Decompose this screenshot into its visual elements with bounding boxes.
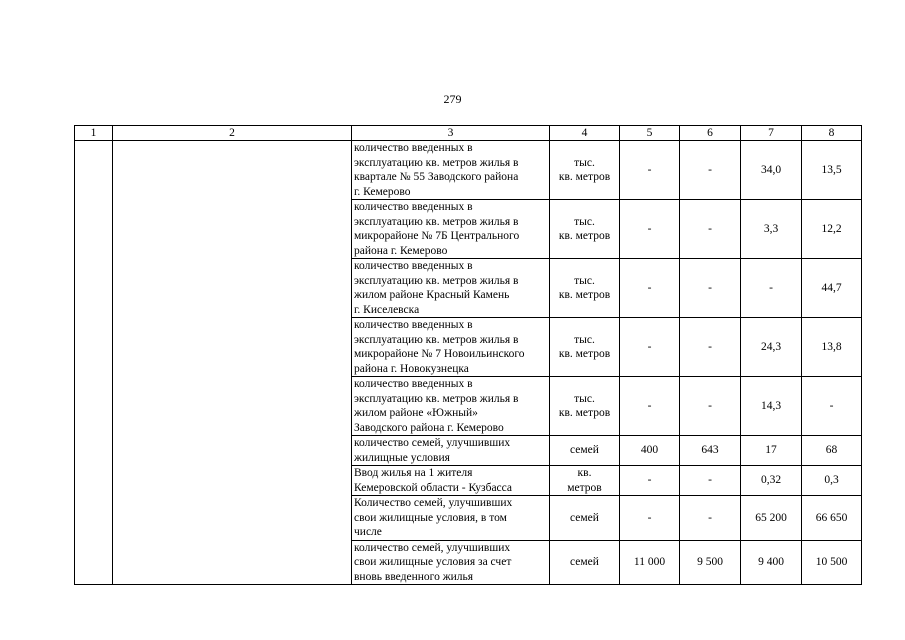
value-cell-8: 0,3 bbox=[802, 466, 862, 496]
column-number-cell: 2 bbox=[113, 126, 352, 141]
unit-line: кв. метров bbox=[558, 171, 611, 183]
value-cell-6: 643 bbox=[680, 436, 741, 466]
value-cell-6: - bbox=[680, 466, 741, 496]
unit-cell bbox=[550, 377, 620, 436]
indicator-cell bbox=[352, 466, 550, 496]
value-cell-7: 0,32 bbox=[741, 466, 802, 496]
unit-line: семей bbox=[570, 511, 599, 524]
value-cell-5: 11 000 bbox=[620, 540, 680, 585]
unit-line: кв. bbox=[577, 467, 592, 479]
unit-line: тыс. bbox=[574, 215, 595, 228]
indicator-cell bbox=[352, 259, 550, 318]
value-cell-6: - bbox=[680, 318, 741, 377]
data-table bbox=[74, 125, 862, 585]
indicator-line: квартале № 55 Заводского района bbox=[354, 171, 519, 183]
value-cell-7: 65 200 bbox=[741, 496, 802, 541]
indicator-cell bbox=[352, 377, 550, 436]
value-cell-8: - bbox=[802, 377, 862, 436]
value-cell-5: - bbox=[620, 200, 680, 259]
value-cell-7: 14,3 bbox=[741, 377, 802, 436]
value-cell-7: 3,3 bbox=[741, 200, 802, 259]
indicator-cell bbox=[352, 540, 550, 585]
unit-line: семей bbox=[570, 556, 599, 568]
indicator-line: эксплуатацию кв. метров жилья в bbox=[354, 333, 519, 346]
value-cell-8: 66 650 bbox=[802, 496, 862, 541]
indicator-line: свои жилищные условия за счет bbox=[354, 556, 512, 568]
indicator-line: района г. Новокузнецка bbox=[354, 362, 469, 375]
indicator-line: жилом районе Красный Камень bbox=[354, 289, 510, 301]
value-cell-6: - bbox=[680, 200, 741, 259]
value-cell-7: 34,0 bbox=[741, 141, 802, 200]
indicator-line: Кемеровской области - Кузбасса bbox=[354, 481, 512, 494]
indicator-line: свои жилищные условия, в том bbox=[354, 511, 507, 524]
column-number-cell: 3 bbox=[352, 126, 550, 141]
value-cell-8: 13,8 bbox=[802, 318, 862, 377]
indicator-line: количество введенных в bbox=[354, 142, 473, 154]
value-cell-5: - bbox=[620, 377, 680, 436]
indicator-line: Количество семей, улучшивших bbox=[354, 497, 513, 509]
indicator-line: г. Киселевска bbox=[354, 303, 420, 316]
unit-cell bbox=[550, 466, 620, 496]
value-cell-5: - bbox=[620, 141, 680, 200]
unit-cell bbox=[550, 200, 620, 259]
column-2-cell bbox=[113, 141, 352, 585]
value-cell-5: - bbox=[620, 466, 680, 496]
indicator-cell bbox=[352, 141, 550, 200]
unit-cell bbox=[550, 540, 620, 585]
indicator-line: микрорайоне № 7Б Центрального bbox=[354, 230, 520, 242]
indicator-line: количество введенных в bbox=[354, 201, 473, 213]
indicator-line: количество введенных в bbox=[354, 260, 473, 272]
value-cell-6: 9 500 bbox=[680, 540, 741, 585]
unit-line: кв. метров bbox=[558, 407, 611, 419]
value-cell-8: 68 bbox=[802, 436, 862, 466]
value-cell-7: 17 bbox=[741, 436, 802, 466]
unit-line: тыс. bbox=[574, 156, 595, 169]
value-cell-5: - bbox=[620, 318, 680, 377]
value-cell-5: - bbox=[620, 259, 680, 318]
indicator-line: микрорайоне № 7 Новоильинского bbox=[354, 348, 525, 360]
page-number: 279 bbox=[443, 92, 462, 106]
value-cell-7: 9 400 bbox=[741, 540, 802, 585]
unit-cell bbox=[550, 318, 620, 377]
column-number-cell: 4 bbox=[550, 126, 620, 141]
indicator-line: Ввод жилья на 1 жителя bbox=[354, 467, 473, 479]
indicator-line: жилом районе «Южный» bbox=[354, 407, 478, 419]
unit-line: кв. метров bbox=[558, 230, 611, 242]
unit-line: тыс. bbox=[574, 274, 595, 287]
column-number-cell: 6 bbox=[680, 126, 741, 141]
indicator-line: района г. Кемерово bbox=[354, 244, 448, 257]
column-number-row bbox=[75, 126, 862, 141]
indicator-line: жилищные условия bbox=[354, 451, 450, 464]
column-1-cell bbox=[75, 141, 113, 585]
indicator-line: эксплуатацию кв. метров жилья в bbox=[354, 156, 519, 169]
unit-cell bbox=[550, 436, 620, 466]
column-number-cell: 5 bbox=[620, 126, 680, 141]
indicator-line: количество семей, улучшивших bbox=[354, 437, 511, 449]
indicator-cell bbox=[352, 496, 550, 541]
column-number-cell: 7 bbox=[741, 126, 802, 141]
table-row bbox=[75, 141, 862, 200]
indicator-line: Заводского района г. Кемерово bbox=[354, 421, 504, 434]
value-cell-6: - bbox=[680, 259, 741, 318]
unit-line: семей bbox=[570, 444, 599, 457]
value-cell-5: 400 bbox=[620, 436, 680, 466]
unit-cell bbox=[550, 259, 620, 318]
value-cell-6: - bbox=[680, 141, 741, 200]
unit-line: кв. метров bbox=[558, 289, 611, 301]
value-cell-8: 13,5 bbox=[802, 141, 862, 200]
indicator-cell bbox=[352, 318, 550, 377]
value-cell-5: - bbox=[620, 496, 680, 541]
value-cell-6: - bbox=[680, 496, 741, 541]
value-cell-8: 10 500 bbox=[802, 540, 862, 585]
value-cell-8: 44,7 bbox=[802, 259, 862, 318]
indicator-cell bbox=[352, 436, 550, 466]
value-cell-6: - bbox=[680, 377, 741, 436]
unit-line: тыс. bbox=[574, 333, 595, 346]
unit-line: кв. метров bbox=[558, 348, 611, 360]
value-cell-8: 12,2 bbox=[802, 200, 862, 259]
indicator-line: эксплуатацию кв. метров жилья в bbox=[354, 215, 519, 228]
value-cell-7: 24,3 bbox=[741, 318, 802, 377]
value-cell-7: - bbox=[741, 259, 802, 318]
indicator-line: количество введенных в bbox=[354, 319, 473, 331]
indicator-line: количество семей, улучшивших bbox=[354, 541, 511, 554]
indicator-line: г. Кемерово bbox=[354, 185, 411, 198]
unit-cell bbox=[550, 496, 620, 541]
indicator-line: эксплуатацию кв. метров жилья в bbox=[354, 392, 519, 405]
indicator-line: эксплуатацию кв. метров жилья в bbox=[354, 274, 519, 287]
column-number-cell: 8 bbox=[802, 126, 862, 141]
indicator-cell bbox=[352, 200, 550, 259]
indicator-line: числе bbox=[354, 526, 382, 538]
unit-line: метров bbox=[567, 481, 602, 494]
column-number-cell: 1 bbox=[75, 126, 113, 141]
indicator-line: количество введенных в bbox=[354, 378, 473, 390]
unit-cell bbox=[550, 141, 620, 200]
indicator-line: вновь введенного жилья bbox=[354, 570, 474, 583]
unit-line: тыс. bbox=[574, 392, 595, 405]
